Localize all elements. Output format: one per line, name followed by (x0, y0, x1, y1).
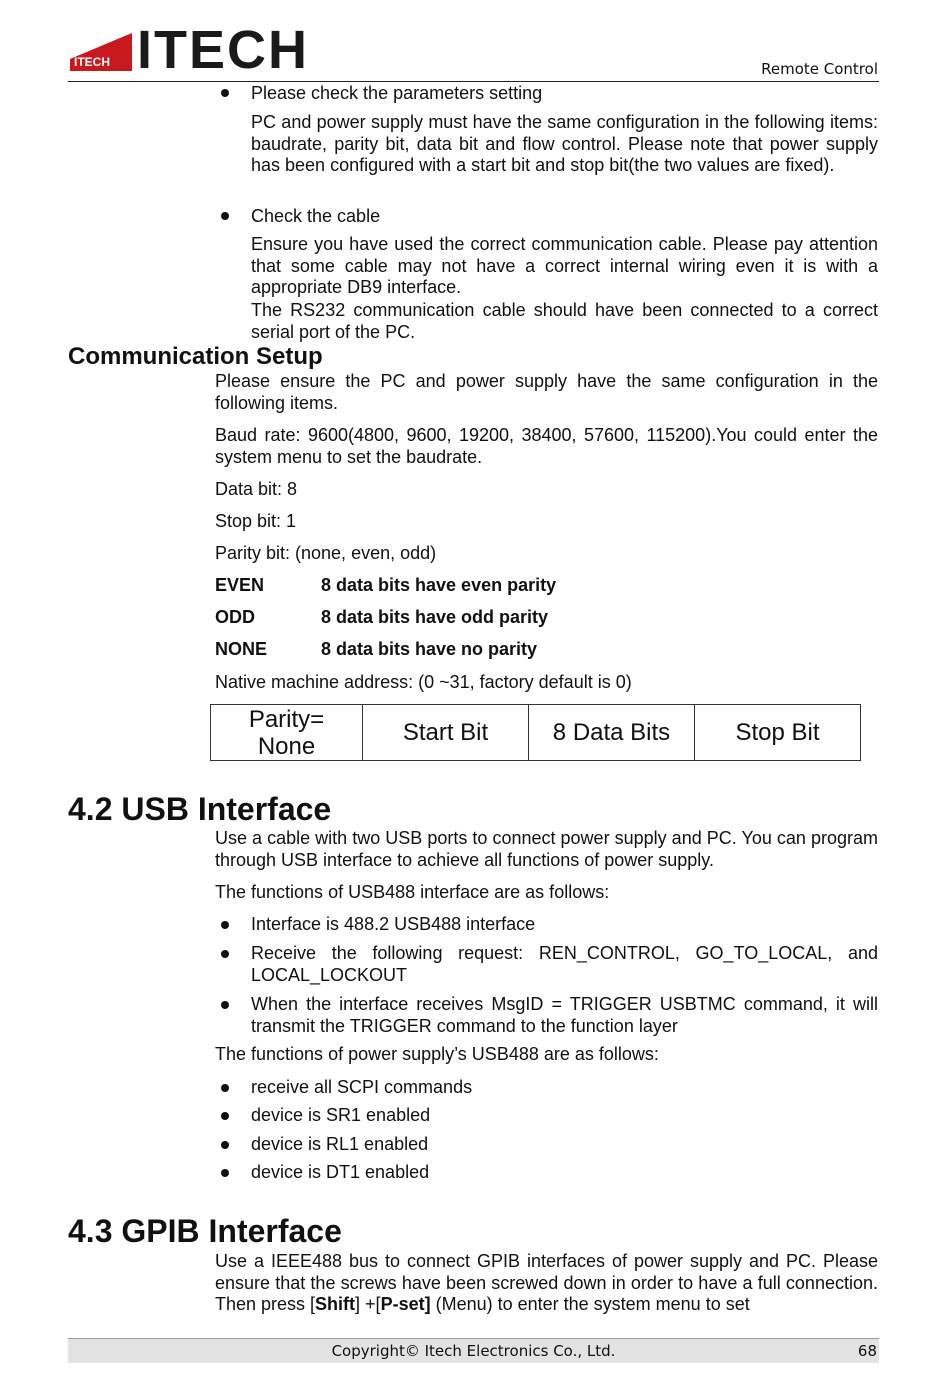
parity-desc: 8 data bits have no parity (321, 639, 538, 659)
serial-frame-table (210, 704, 861, 761)
usb-function-item: When the interface receives MsgID = TRIGGER USBTMC command, it will transmit the TRIGGER command to the function layer (251, 994, 878, 1036)
usb-heading: 4.2 USB Interface (68, 791, 332, 827)
frame-cell-data-bits: 8 Data Bits (529, 705, 695, 761)
bullet-icon (221, 950, 229, 958)
header-section-label: Remote Control (761, 60, 878, 78)
logo-text: ITECH (137, 20, 309, 80)
usb-supply-item: device is DT1 enabled (251, 1162, 430, 1182)
bullet-icon (221, 1084, 229, 1092)
usb-function-item: Interface is 488.2 USB488 interface (251, 914, 536, 934)
usb-function-item: Receive the following request: REN_CONTROL, GO_TO_LOCAL, and LOCAL_LOCKOUT (251, 943, 878, 985)
bullet-icon (221, 89, 229, 97)
comm-setup-intro: Please ensure the PC and power supply have the same configuration in the following items. (215, 371, 878, 413)
bullet-icon (221, 1169, 229, 1177)
gpib-text-b: ] +[ (355, 1294, 381, 1314)
footer-copyright: Copyright© Itech Electronics Co., Ltd. (331, 1342, 616, 1360)
pset-key-label: P-set] (380, 1294, 431, 1314)
usb-intro: Use a cable with two USB ports to connect power supply and PC. You can program through USB interface to achieve all functions of power supply. (215, 828, 878, 870)
parity-desc: 8 data bits have even parity (321, 575, 557, 595)
usb-supply-intro: The functions of power supply’s USB488 are as follows: (215, 1044, 659, 1064)
usb-supply-item: device is SR1 enabled (251, 1105, 431, 1125)
check-title: Check the cable (251, 206, 381, 226)
parity-term: NONE (215, 639, 268, 659)
check-body: PC and power supply must have the same configuration in the following items: baudrate, parity bit, data bit and flow control. Please note that power supply has been configured with a start bit and stop bit(the two values are fixed). (251, 112, 878, 175)
gpib-paragraph (215, 1251, 878, 1316)
bullet-icon (221, 1141, 229, 1149)
usb-functions-intro: The functions of USB488 interface are as follows: (215, 882, 610, 902)
gpib-text-a: Use a IEEE488 bus to connect GPIB interfaces of power supply and PC. Please ensure that the screws have been screwed down in order to have a full connection. Then press [ (215, 1251, 878, 1314)
parity-term: EVEN (215, 575, 265, 595)
logo-badge-text: ITECH (74, 55, 110, 69)
bullet-icon (221, 212, 229, 220)
check-title: Please check the parameters setting (251, 83, 543, 103)
parity-bit-text: Parity bit: (none, even, odd) (215, 543, 437, 563)
page-number: 68 (857, 1342, 877, 1360)
frame-cell-start-bit: Start Bit (363, 705, 529, 761)
stop-bit-text: Stop bit: 1 (215, 511, 297, 531)
bullet-icon (221, 921, 229, 929)
check-body-2: The RS232 communication cable should have been connected to a correct serial port of the PC. (251, 300, 878, 342)
frame-cell-stop-bit: Stop Bit (695, 705, 861, 761)
baud-rate-text: Baud rate: 9600(4800, 9600, 19200, 38400, 57600, 115200).You could enter the system menu to set the baudrate. (215, 425, 878, 467)
comm-setup-heading: Communication Setup (68, 343, 323, 370)
logo-badge (70, 33, 132, 71)
gpib-text-c: (Menu) to enter the system menu to set (430, 1294, 750, 1314)
parity-term: ODD (215, 607, 255, 627)
header-divider (68, 81, 879, 82)
bullet-icon (221, 1001, 229, 1009)
check-body: Ensure you have used the correct communication cable. Please pay attention that some cable may not have a correct internal wiring even it is with a appropriate DB9 interface. (251, 234, 878, 297)
usb-supply-item: device is RL1 enabled (251, 1134, 429, 1154)
data-bit-text: Data bit: 8 (215, 479, 298, 499)
machine-address-text: Native machine address: (0 ~31, factory default is 0) (215, 672, 632, 692)
frame-cell-parity: Parity= None (211, 705, 363, 761)
shift-key-label: Shift (315, 1294, 356, 1314)
bullet-icon (221, 1112, 229, 1120)
parity-desc: 8 data bits have odd parity (321, 607, 549, 627)
footer-bar (68, 1338, 879, 1363)
usb-supply-item: receive all SCPI commands (251, 1077, 473, 1097)
gpib-heading: 4.3 GPIB Interface (68, 1213, 342, 1249)
